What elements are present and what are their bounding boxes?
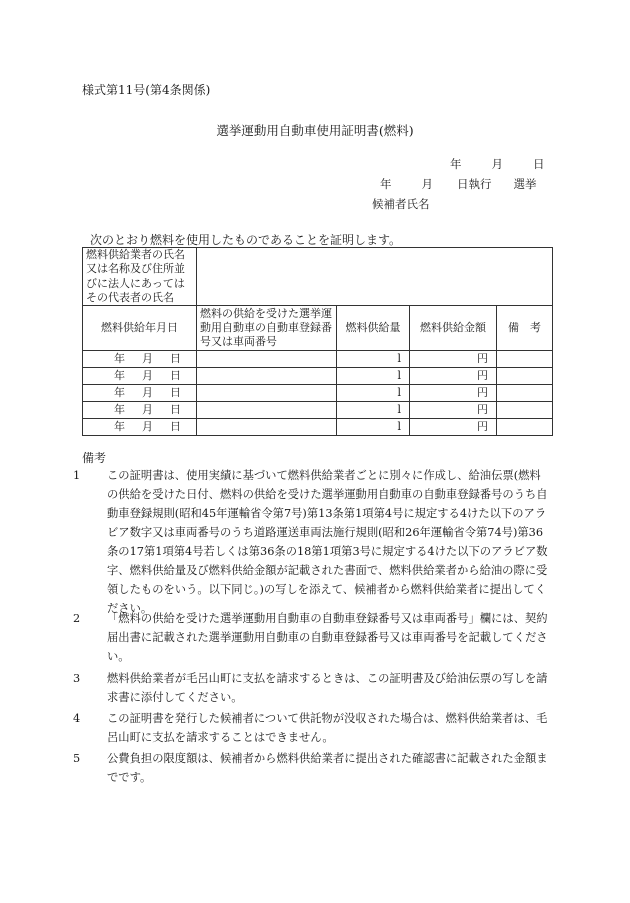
supplier-value <box>197 248 553 306</box>
supplier-label: 燃料供給業者の氏名又は名称及び住所並びに法人にあってはその代表者の氏名 <box>83 248 197 306</box>
election-day-label: 日執行 <box>457 177 492 191</box>
vehicle-cell <box>197 385 337 402</box>
remarks-cell <box>497 402 553 419</box>
date-day-label: 日 <box>533 157 545 171</box>
remarks-cell <box>497 351 553 368</box>
supply-date-cell <box>83 402 197 419</box>
header-date: 燃料供給年月日 <box>83 306 197 351</box>
note-item <box>73 466 550 618</box>
day-label: 日 <box>170 403 181 417</box>
quantity-cell: l <box>337 419 410 436</box>
note-number: 1 <box>73 469 81 482</box>
election-month-label: 月 <box>421 177 433 191</box>
note-text: この証明書は、使用実績に基づいて燃料供給業者ごとに別々に作成し、給油伝票(燃料の供給を受けた日付、燃料の供給を受けた選挙運動用自動車の自動車登録番号のうち自動車登録規則(昭和45年運輸省令第7号)第13条第1項第4号に規定する4けた以下のアラビア数字又は車両番号のうち道路運送車両法施行規則(昭和26年運輸省令第74号)第36条の17第1項第4号若しくは第36条の18第1項第3号に規定する4けた以下のアラビア数字、燃料供給量及び燃料供給金額が記載された書面で、燃料供給業者から給油の際に受領したものをいう。以下同じ。)の写しを添えて、候補者から燃料供給業者に提出してください。 <box>107 469 548 615</box>
note-item <box>73 669 550 707</box>
document-title: 選挙運動用自動車使用証明書(燃料) <box>216 123 414 138</box>
notes-heading: 備考 <box>82 451 107 465</box>
table-row <box>83 385 553 402</box>
day-label: 日 <box>170 352 181 366</box>
note-item <box>73 709 550 747</box>
supply-date-cell <box>83 419 197 436</box>
supply-date-cell <box>83 351 197 368</box>
table-row <box>83 402 553 419</box>
month-label: 月 <box>142 403 153 417</box>
table-row <box>83 351 553 368</box>
month-label: 月 <box>142 420 153 434</box>
header-amount: 燃料供給金額 <box>410 306 497 351</box>
amount-cell: 円 <box>410 385 497 402</box>
note-number: 3 <box>73 672 81 685</box>
election-year-label: 年 <box>380 177 392 191</box>
quantity-cell: l <box>337 385 410 402</box>
note-text: 公費負担の限度額は、候補者から燃料供給業者に提出された確認書に記載された金額までです。 <box>107 752 548 784</box>
remarks-cell <box>497 368 553 385</box>
day-label: 日 <box>170 369 181 383</box>
header-remarks: 備 考 <box>497 306 553 351</box>
certification-statement: 次のとおり燃料を使用したものであることを証明します。 <box>90 233 402 247</box>
vehicle-cell <box>197 402 337 419</box>
note-text: 燃料供給業者が毛呂山町に支払を請求するときは、この証明書及び給油伝票の写しを請求書に添付してください。 <box>107 672 548 704</box>
form-number: 様式第11号(第4条関係) <box>82 83 211 97</box>
amount-cell: 円 <box>410 351 497 368</box>
election-date-line <box>380 176 537 192</box>
note-number: 2 <box>73 612 81 625</box>
vehicle-cell <box>197 419 337 436</box>
year-label: 年 <box>114 420 125 434</box>
candidate-name-label: 候補者氏名 <box>372 197 430 211</box>
table-header-row <box>83 306 553 351</box>
quantity-cell: l <box>337 351 410 368</box>
fuel-certificate-table <box>82 247 553 436</box>
amount-cell: 円 <box>410 402 497 419</box>
supply-date-cell <box>83 368 197 385</box>
year-label: 年 <box>114 369 125 383</box>
month-label: 月 <box>142 386 153 400</box>
table-row <box>83 419 553 436</box>
quantity-cell: l <box>337 368 410 385</box>
election-label: 選挙 <box>513 177 537 191</box>
vehicle-cell <box>197 351 337 368</box>
table-row <box>83 368 553 385</box>
vehicle-cell <box>197 368 337 385</box>
header-vehicle: 燃料の供給を受けた選挙運動用自動車の自動車登録番号又は車両番号 <box>197 306 337 351</box>
month-label: 月 <box>142 352 153 366</box>
amount-cell: 円 <box>410 368 497 385</box>
date-month-label: 月 <box>491 157 503 171</box>
note-item <box>73 749 550 787</box>
day-label: 日 <box>170 420 181 434</box>
issue-date-line <box>450 156 545 172</box>
quantity-cell: l <box>337 402 410 419</box>
note-item <box>73 609 550 666</box>
note-number: 4 <box>73 712 81 725</box>
amount-cell: 円 <box>410 419 497 436</box>
note-text: この証明書を発行した候補者について供託物が没収された場合は、燃料供給業者は、毛呂山町に支払を請求することはできません。 <box>107 712 548 744</box>
note-text: 「燃料の供給を受けた選挙運動用自動車の自動車登録番号又は車両番号」欄には、契約届出書に記載された選挙運動用自動車の自動車登録番号又は車両番号を記載してください。 <box>107 612 548 663</box>
day-label: 日 <box>170 386 181 400</box>
year-label: 年 <box>114 352 125 366</box>
header-quantity: 燃料供給量 <box>337 306 410 351</box>
remarks-cell <box>497 385 553 402</box>
month-label: 月 <box>142 369 153 383</box>
note-number: 5 <box>73 752 81 765</box>
year-label: 年 <box>114 386 125 400</box>
year-label: 年 <box>114 403 125 417</box>
supplier-row <box>83 248 553 306</box>
supply-date-cell <box>83 385 197 402</box>
date-year-label: 年 <box>450 157 462 171</box>
remarks-cell <box>497 419 553 436</box>
